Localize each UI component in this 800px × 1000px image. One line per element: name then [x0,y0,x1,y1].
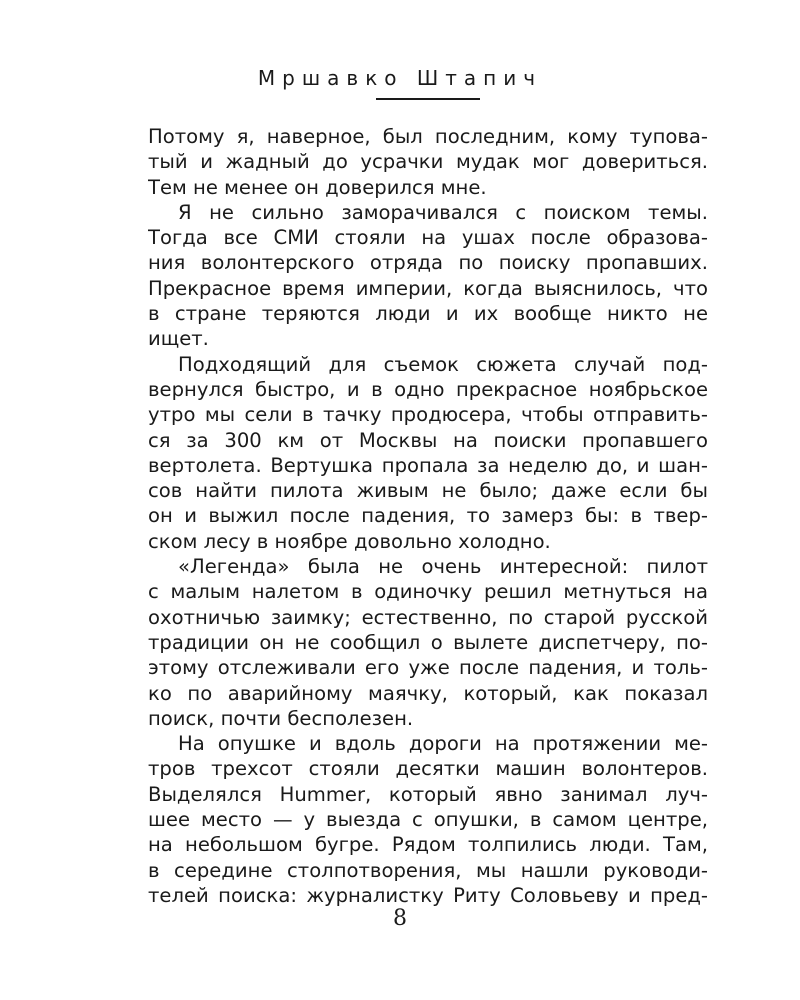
text-line: на небольшом бугре. Рядом толпились люди. Там, [148,833,708,857]
text-line: с малым налетом в одиночку решил метнуться на [148,580,708,604]
text-line: Тем не менее он доверился мне. [148,175,487,199]
text-line: ся за 300 км от Москвы на поиски пропавшего [148,428,708,452]
text-line: охотничью заимку; естественно, по старой русской [148,605,708,629]
text-line: он и выжил после падения, то замерз бы: в твер- [148,504,708,528]
header-rule [376,98,480,100]
text-line: Потому я, наверное, был последним, кому тупова- [148,125,708,148]
text-line: Прекрасное время империи, когда выяснилось, что [148,276,708,300]
text-line: ском лесу в ноябре довольно холодно. [148,529,551,553]
text-line: ищет. [148,327,209,351]
text-line: На опушке и вдоль дороги на протяжении ме- [178,732,708,756]
text-line: вертолета. Вертушка пропала за неделю до, и шан- [148,453,708,477]
text-line: утро мы сели в тачку продюсера, чтобы отправить- [148,403,708,427]
text-line: Я не сильно заморачивался с поиском темы. [178,200,708,224]
text-line: шее место — у выезда с опушки, в самом центре, [148,808,708,832]
text-line: Выделялся Hummer, который явно занимал луч- [148,782,708,806]
text-line: Тогда все СМИ стояли на ушах после образова- [148,226,708,250]
text-line: этому отслеживали его уже после падения, и толь- [148,656,708,680]
text-line: поиск, почти бесполезен. [148,706,414,730]
text-line: «Легенда» была не очень интересной: пилот [178,555,708,579]
text-line: ния волонтерского отряда по поиску пропавших. [148,251,708,275]
text-line: ко по аварийному маячку, который, как показал [148,681,708,705]
text-line: сов найти пилота живым не было; даже если бы [148,479,708,503]
text-line: традиции он не сообщил о вылете диспетчеру, по- [148,630,708,654]
body-text [148,124,708,908]
text-line: телей поиска: журналистку Риту Соловьеву и пред- [148,883,708,907]
text-line: в стране теряются люди и их вообще никто не [148,302,708,326]
text-line: вернулся быстро, и в одно прекрасное ноябрьское [148,377,708,401]
text-line: тый и жадный до усрачки мудак мог довериться. [148,150,708,174]
page-number: 8 [393,906,407,931]
text-line: в середине столпотворения, мы нашли руководи- [148,858,708,882]
text-line: тров трехсот стояли десятки машин волонтеров. [148,757,708,781]
text-line: Подходящий для съемок сюжета случай под- [178,352,708,376]
running-header: Мршавко Штапич [257,66,543,90]
